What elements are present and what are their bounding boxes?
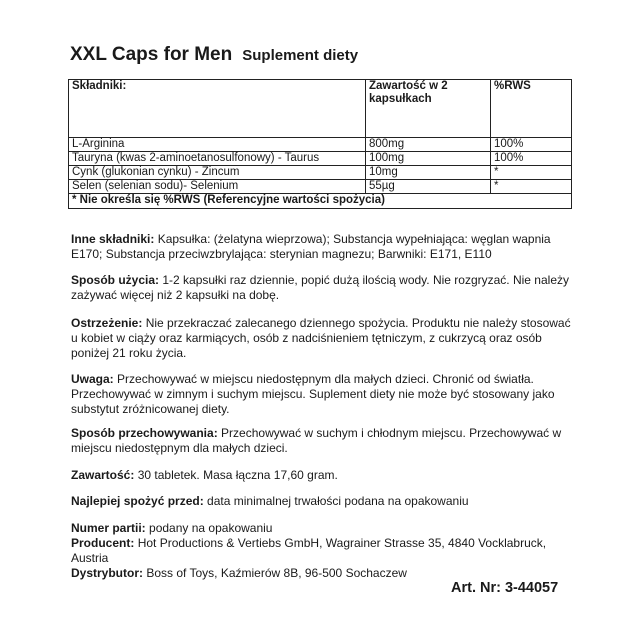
section-text: Hot Productions & Vertiebs GmbH, Wagrainer Strasse 35, 4840 Vocklabruck, Austria xyxy=(71,536,547,565)
section-label: Inne składniki: xyxy=(71,232,155,246)
section-label: Ostrzeżenie: xyxy=(71,316,143,330)
section-text: 1-2 kapsułki raz dziennie, popić dużą ilością wody. Nie rozgryzać. Nie należy zażywać więcej niż 2 kapsułki na dobę. xyxy=(71,273,569,302)
table-footnote: * Nie określa się %RWS (Referencyjne wartości spożycia) xyxy=(69,194,572,209)
section-storage xyxy=(71,426,576,456)
ingredients-table xyxy=(68,79,572,209)
section-warning xyxy=(71,316,576,360)
table-row xyxy=(69,138,572,152)
section-text: Przechowywać w miejscu niedostępnym dla małych dzieci. Chronić od światła. Przechowywać w zimnym i suchym miejscu. Suplement diety nie może być stosowany jako substytut zróżnicowanej diety. xyxy=(71,372,555,416)
section-text: data minimalnej trwałości podana na opakowaniu xyxy=(207,494,469,508)
section-label: Dystrybutor: xyxy=(71,566,144,580)
section-contents xyxy=(71,468,576,483)
section-text: Kapsułka: (żelatyna wieprzowa); Substancja wypełniająca: węglan wapnia E170; Substancja przeciwzbrylająca: sterynian magnezu; Barwniki: E171, E110 xyxy=(71,232,551,261)
table-footnote-row xyxy=(69,194,572,209)
ingredient-rws: * xyxy=(491,180,572,194)
table-row xyxy=(69,180,572,194)
ingredient-name: Selen (selenian sodu)- Selenium xyxy=(69,180,366,194)
table-row xyxy=(69,166,572,180)
header-ingredients: Składniki: xyxy=(69,80,366,138)
ingredient-name: Tauryna (kwas 2-aminoetanosulfonowy) - Taurus xyxy=(69,152,366,166)
ingredient-amount: 800mg xyxy=(366,138,491,152)
section-text: Boss of Toys, Kaźmierów 8B, 96-500 Sochaczew xyxy=(146,566,407,580)
ingredient-amount: 100mg xyxy=(366,152,491,166)
table-row xyxy=(69,152,572,166)
ingredient-rws: * xyxy=(491,166,572,180)
header-amount: Zawartość w 2 kapsułkach xyxy=(366,80,491,138)
article-number: Art. Nr: 3-44057 xyxy=(451,580,559,596)
ingredient-name: L-Arginina xyxy=(69,138,366,152)
ingredient-rws: 100% xyxy=(491,152,572,166)
ingredient-rws: 100% xyxy=(491,138,572,152)
ingredient-amount: 10mg xyxy=(366,166,491,180)
section-other-ingredients xyxy=(71,232,576,262)
section-producer xyxy=(71,536,576,566)
header-rws: %RWS xyxy=(491,80,572,138)
section-label: Zawartość: xyxy=(71,468,135,482)
section-text: Przechowywać w suchym i chłodnym miejscu. Przechowywać w miejscu niedostępnym dla małych dzieci. xyxy=(71,426,562,455)
section-usage xyxy=(71,273,576,303)
section-label: Sposób przechowywania: xyxy=(71,426,218,440)
section-batch xyxy=(71,521,576,536)
product-title-block xyxy=(70,44,358,66)
section-best-before xyxy=(71,494,576,509)
product-title: XXL Caps for Men xyxy=(70,44,233,65)
section-note xyxy=(71,372,576,416)
section-text: 30 tabletek. Masa łączna 17,60 gram. xyxy=(137,468,338,482)
ingredient-amount: 55µg xyxy=(366,180,491,194)
section-distributor xyxy=(71,566,576,581)
section-label: Uwaga: xyxy=(71,372,114,386)
section-text: Nie przekraczać zalecanego dziennego spożycia. Produktu nie należy stosować u kobiet w ciąży oraz karmiących, osób z nadciśnieniem tętniczym, z cukrzycą oraz osób poniżej 21 roku życia. xyxy=(71,316,571,360)
section-label: Najlepiej spożyć przed: xyxy=(71,494,204,508)
ingredient-name: Cynk (glukonian cynku) - Zincum xyxy=(69,166,366,180)
table-header-row xyxy=(69,80,572,138)
product-subtitle: Suplement diety xyxy=(242,47,359,64)
section-label: Producent: xyxy=(71,536,135,550)
section-text: podany na opakowaniu xyxy=(149,521,273,535)
section-label: Sposób użycia: xyxy=(71,273,160,287)
section-label: Numer partii: xyxy=(71,521,146,535)
